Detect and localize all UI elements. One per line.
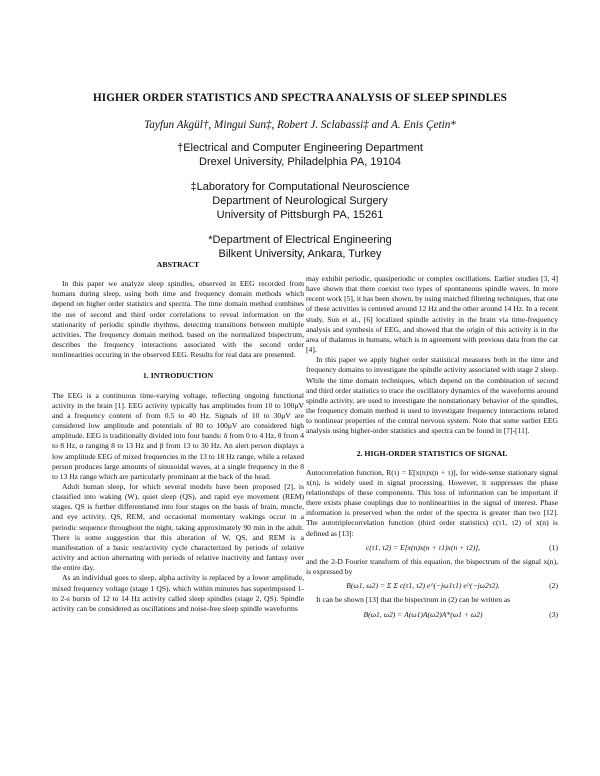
body-paragraph: In this paper we apply higher order statistical measures both in the time and frequency domains to investigate the spindle activity associated with stage 2 sleep. While the time domain techniques, which depend on the combination of second and third order statistics to trace the oscillatory dynamics of the waveforms around spindle activity, are used to investigate the nonstationary behavior of the spindles, the frequency domain method is used to investigate frequency interactions related to nonlinear properties of the central nervous system. Note that some earlier EEG analysis using higher-order statistics and spectra can be found in [7]-[11]. <box>306 355 558 436</box>
abstract-text: In this paper we analyze sleep spindles, observed in EEG recorded from humans during sleep, using both time and frequency domain methods which depend on higher order statistics and spectra. The time domain method combines the use of second and third order correlations to reveal information on the stationarity of periodic spindle rhythms, detecting transitions between multiple activities. The frequency domain method, based on the normalized bispectrum, describes the frequency interactions associated with the second order nonlinearities occuring in the observed EEG. Results for real data are presented. <box>52 279 304 360</box>
intro-paragraph: The EEG is a continuous time-varying voltage, reflecting ongoing functional activity in the brain [1]. EEG activity typically has amplitudes from 10 to 100μV and a frequency content of from 0.5 to 40 Hz. Signals of 10 to 30μV are considered low amplitude and potentials of 80 to 100μV are considered high amplitude. EEG is traditionally divided into four bands: δ from 0 to 4 Hz, θ from 4 to 8 Hz, α ranging 8 to 13 Hz and β from 13 to 30 Hz. An alert person displays a low amplitude EEG of mixed frequencies in the 13 to 18 Hz range, while a relaxed person produces large amounts of sinusoidal waves, at a single frequency in the 8 to 13 Hz range which are particularly prominant at the back of the head. <box>52 390 304 481</box>
authors: Tayfun Akgül†, Mingui Sun‡, Robert J. Sclabassi‡ and A. Enis Çetin* <box>144 119 456 131</box>
body-paragraph: Autocorrelation function, R(τ) = E[x(n)x(n + τ)], for wide-sense stationary signal x(n), is widely used in signal processing. However, it suppresses the phase relationships of these components. This loss of information can be important if there exists phase couplings due to nonlinearities in the signal of interest. Phase information is preserved when the order of the spectra is greater than two [12]. The autotriplecorrelation function (third order statistics) c(τ1, τ2) of x(n) is defined as [13]: <box>306 467 558 538</box>
body-paragraph: may exhibit periodic, quasiperiodic or complex oscillations. Earlier studies [3, 4] have shown that there coexist two types of spontaneous spindle waves. In more recent work [5], it has been shown, by using matched filtering techniques, that one of these activities is centered around 12 Hz and the other around 14 Hz. In a recent study, Sun et al., [6] localized spindle activity in the brain via time-frequency analysis and synthesis of EEG, and showed that the origin of this activity is in the area of thalamus in humans, which is in agreement with previous data from the cat [4]. <box>306 274 558 355</box>
affiliation-line: University of Pittsburgh PA, 15261 <box>216 209 384 221</box>
affiliation-line: ‡Laboratory for Computational Neuroscience <box>190 181 410 193</box>
section2-heading: 2. HIGH-ORDER STATISTICS OF SIGNAL <box>356 448 508 458</box>
introduction-heading: 1. INTRODUCTION <box>142 371 214 381</box>
equation-body: B(ω1, ω2) = Σ Σ c(τ1, τ2) e^(−jω1τ1) e^(−jω2τ2). <box>346 581 500 591</box>
affiliation-line: Department of Neurological Surgery <box>212 195 388 207</box>
abstract-heading: ABSTRACT <box>156 260 200 269</box>
equation-1 <box>306 543 558 553</box>
affiliation-drexel <box>0 141 600 169</box>
right-column <box>306 274 558 624</box>
affiliation-line: Bilkent University, Ankara, Turkey <box>218 248 382 260</box>
affiliation-pittsburgh <box>0 180 600 222</box>
equation-number: (1) <box>549 542 558 552</box>
intro-paragraph: As an individual goes to sleep, alpha activity is replaced by a lower amplitude, mixed frequency voltage (stage 1 QS), which within minutes has superimposed 1- to 2-s bursts of 12 to 14 Hz activity called sleep spindles (stage 2, QS). Spindle activity can be considered as oscillations and noise-free sleep spindle waveforms <box>52 573 304 613</box>
affiliation-line: Drexel University, Philadelphia PA, 19104 <box>199 156 401 168</box>
affiliation-line: †Electrical and Computer Engineering Department <box>177 142 423 154</box>
equation-3 <box>306 610 558 620</box>
paper-title: HIGHER ORDER STATISTICS AND SPECTRA ANALYSIS OF SLEEP SPINDLES <box>92 92 508 104</box>
equation-number: (3) <box>549 609 558 619</box>
equation-2 <box>306 581 558 591</box>
body-paragraph: It can be shown [13] that the bispectrum in (2) can be written as <box>316 595 511 605</box>
equation-body: c(τ1, τ2) = E[x(n)x(n + τ1)x(n + τ2)], <box>365 542 481 552</box>
equation-body: B(ω1, ω2) = A(ω1)A(ω2)A*(ω1 + ω2) <box>363 609 483 619</box>
equation-number: (2) <box>549 581 558 591</box>
left-column <box>52 260 304 614</box>
body-paragraph: and the 2-D Fourier transform of this equation, the bispectrum of the signal x(n), is expressed by <box>306 556 558 577</box>
affiliation-line: *Department of Electrical Engineering <box>208 234 392 246</box>
intro-paragraph: Adult human sleep, for which several models have been proposed [2], is classified into waking (W), quiet sleep (QS), and rapid eye movement (REM) stages. QS is further differentiated into four stages on the basis of brain, muscle, and eye activity. QS, REM, and occasional momentary wakings occur in a periodic sequence throughout the night, taking approximately 90 min in the adult. There is some suggestion that this alteration of W, QS, and REM is a manifestation of a basic rest/activity cycle characterized by periods of relative activity and action alternating with periods of relative inactivity and fantasy over the entire day. <box>52 481 304 573</box>
affiliation-bilkent <box>0 233 600 261</box>
